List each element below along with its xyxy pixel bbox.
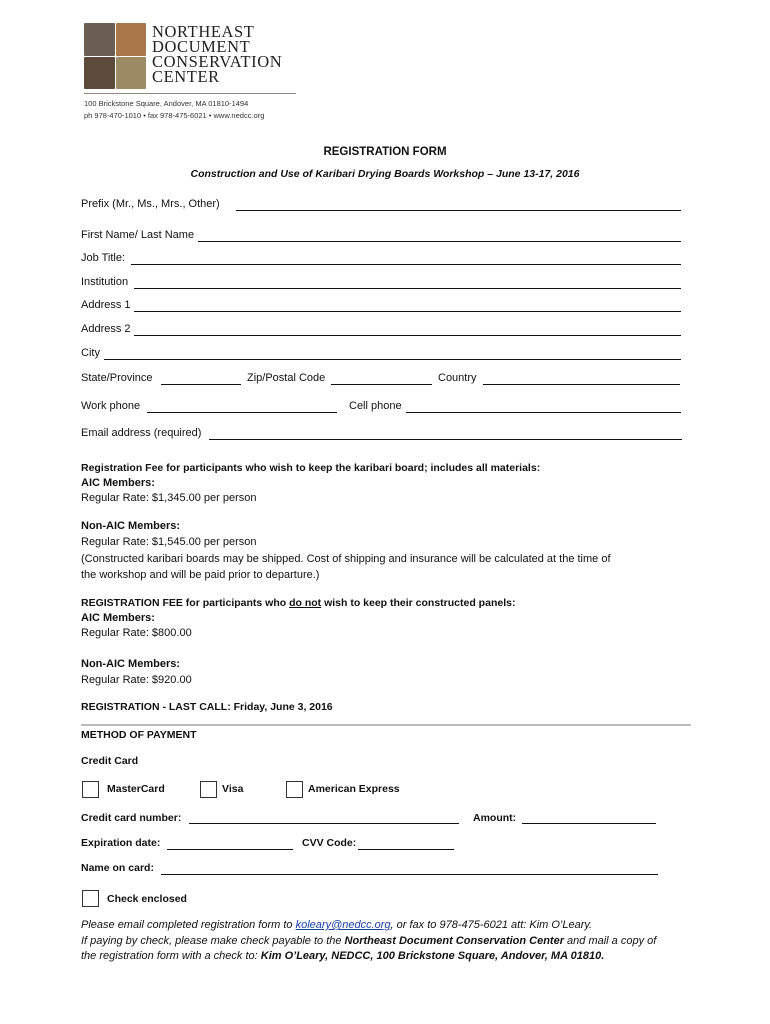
name-field[interactable] [198, 241, 681, 242]
name-on-card-label: Name on card: [81, 862, 154, 874]
amex-checkbox[interactable] [286, 781, 303, 798]
section-divider [81, 724, 691, 726]
footer-org-name: Northeast Document Conservation Center [344, 935, 564, 947]
card-number-field[interactable] [189, 823, 459, 824]
footer-text: and mail a copy of [563, 935, 657, 947]
footer-mailing-address: Kim O’Leary, NEDCC, 100 Brickstone Square, Andover, MA 01810. [260, 950, 605, 962]
logo-line: NORTHEAST [152, 22, 255, 41]
check-enclosed-checkbox[interactable] [82, 890, 99, 907]
no-keep-heading-part: wish to keep their constructed panels: [321, 597, 516, 609]
payment-heading: METHOD OF PAYMENT [81, 729, 197, 741]
mastercard-label: MasterCard [107, 783, 165, 795]
footer-line-3 [81, 950, 604, 962]
visa-label: Visa [222, 783, 244, 795]
credit-card-label: Credit Card [81, 755, 139, 767]
amount-field[interactable] [522, 823, 656, 824]
cell-phone-field[interactable] [406, 412, 681, 413]
address2-field[interactable] [134, 335, 681, 336]
country-field[interactable] [483, 384, 680, 385]
country-label: Country [438, 372, 477, 384]
city-label: City [81, 347, 100, 359]
card-number-label: Credit card number: [81, 812, 182, 824]
state-field[interactable] [161, 384, 241, 385]
no-keep-nonaic-label: Non-AIC Members: [81, 658, 181, 670]
job-title-field[interactable] [131, 264, 681, 265]
address1-label: Address 1 [81, 299, 131, 311]
institution-label: Institution [81, 276, 129, 288]
cvv-field[interactable] [358, 849, 454, 850]
logo-line: DOCUMENT [152, 37, 251, 56]
logo-tile [84, 23, 115, 56]
do-not-emphasis: do not [289, 597, 322, 609]
email-field[interactable] [209, 439, 682, 440]
footer-text: If paying by check, please make check payable to the [81, 935, 345, 947]
prefix-label: Prefix (Mr., Ms., Mrs., Other) [81, 198, 220, 210]
footer-line-1 [81, 919, 592, 931]
logo-line: CENTER [152, 67, 220, 86]
shipping-note-2: the workshop and will be paid prior to departure.) [81, 569, 320, 581]
expiration-field[interactable] [167, 849, 293, 850]
no-keep-nonaic-rate: Regular Rate: $920.00 [81, 674, 192, 686]
logo-name [152, 24, 282, 84]
cvv-label: CVV Code: [302, 837, 357, 849]
zip-field[interactable] [331, 384, 432, 385]
work-phone-field[interactable] [147, 412, 337, 413]
state-label: State/Province [81, 372, 153, 384]
letterhead-address: 100 Brickstone Square, Andover, MA 01810-1494 [84, 99, 249, 108]
letterhead-rule [84, 93, 296, 94]
zip-label: Zip/Postal Code [247, 372, 326, 384]
name-label: First Name/ Last Name [81, 229, 195, 241]
email-link[interactable]: koleary@nedcc.org [295, 919, 391, 931]
logo-tile [84, 57, 115, 90]
job-title-label: Job Title: [81, 252, 126, 264]
no-keep-fee-heading [81, 597, 515, 609]
city-field[interactable] [104, 359, 681, 360]
work-phone-label: Work phone [81, 400, 141, 412]
keep-aic-rate: Regular Rate: $1,345.00 per person [81, 492, 257, 504]
logo-tile [116, 57, 147, 90]
institution-field[interactable] [134, 288, 681, 289]
shipping-note-1: (Constructed karibari boards may be shipped. Cost of shipping and insurance will be calculated at the time of [81, 553, 611, 565]
no-keep-aic-rate: Regular Rate: $800.00 [81, 627, 192, 639]
cell-phone-label: Cell phone [349, 400, 402, 412]
address1-field[interactable] [134, 311, 681, 312]
footer-text: Please email completed registration form to [81, 919, 296, 931]
footer-text: the registration form with a check to: [81, 950, 261, 962]
footer-text: , or fax to 978-475-6021 att: Kim O’Leary. [390, 919, 593, 931]
form-title: REGISTRATION FORM [323, 146, 447, 158]
keep-fee-heading: Registration Fee for participants who wish to keep the karibari board; includes all materials: [81, 462, 541, 474]
prefix-field[interactable] [236, 210, 681, 211]
logo-line: CONSERVATION [152, 52, 283, 71]
keep-nonaic-rate: Regular Rate: $1,545.00 per person [81, 536, 257, 548]
email-label: Email address (required) [81, 427, 202, 439]
no-keep-aic-label: AIC Members: [81, 612, 155, 624]
address2-label: Address 2 [81, 323, 131, 335]
form-subtitle: Construction and Use of Karibari Drying Boards Workshop – June 13-17, 2016 [190, 168, 580, 180]
keep-aic-label: AIC Members: [81, 477, 155, 489]
check-enclosed-label: Check enclosed [107, 893, 187, 905]
keep-nonaic-label: Non-AIC Members: [81, 520, 181, 532]
logo-tile [116, 23, 147, 56]
amount-label: Amount: [473, 812, 517, 824]
name-on-card-field[interactable] [161, 874, 658, 875]
mastercard-checkbox[interactable] [82, 781, 99, 798]
amex-label: American Express [308, 783, 400, 795]
expiration-label: Expiration date: [81, 837, 161, 849]
last-call: REGISTRATION - LAST CALL: Friday, June 3, 2016 [81, 701, 333, 713]
letterhead-contact: ph 978-470-1010 • fax 978-475-6021 • www.nedcc.org [84, 111, 265, 120]
logo-image [84, 23, 146, 89]
footer-line-2 [81, 935, 656, 947]
visa-checkbox[interactable] [200, 781, 217, 798]
no-keep-heading-part: REGISTRATION FEE for participants who [81, 597, 290, 609]
